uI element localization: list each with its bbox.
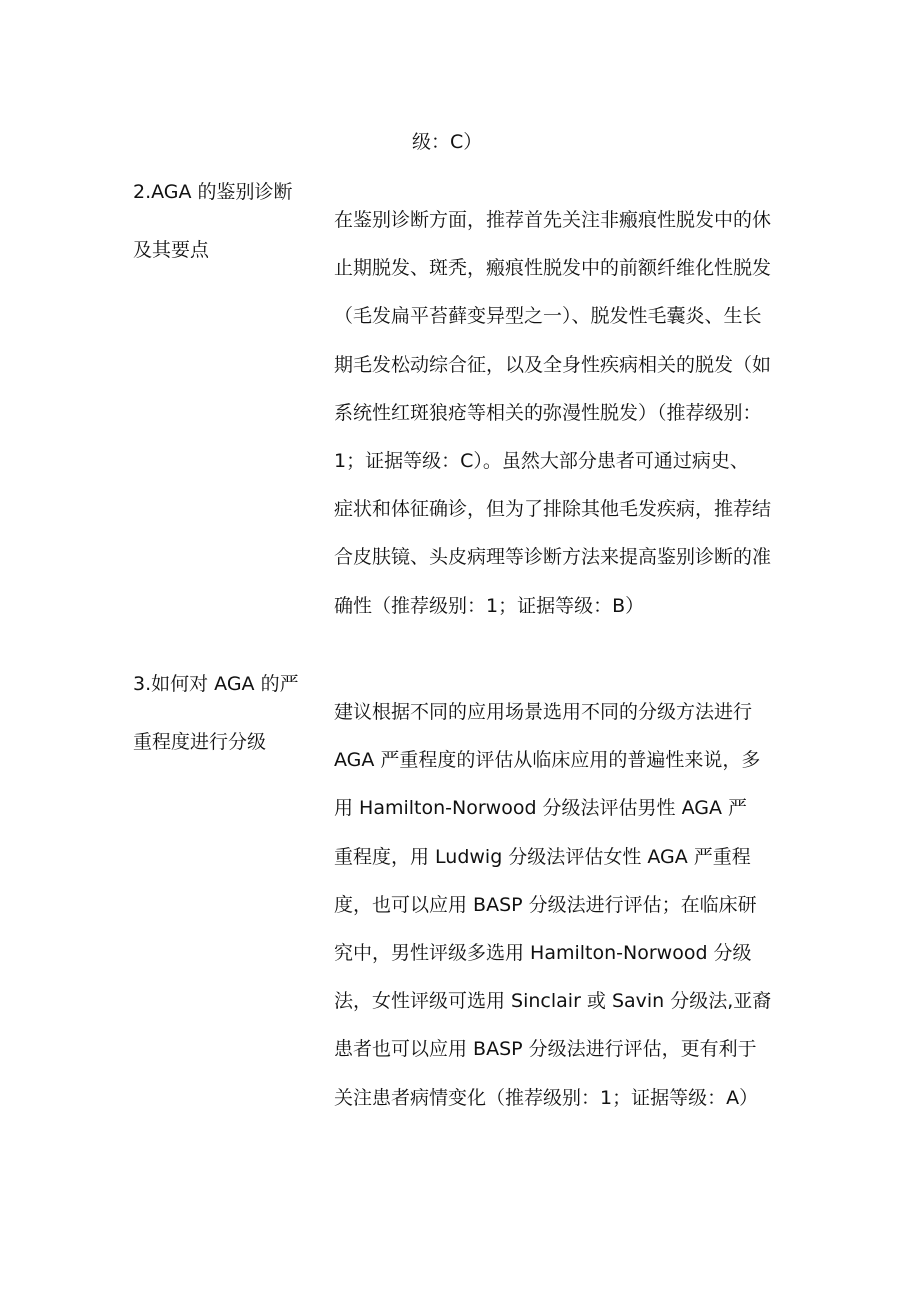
answer-line: 期毛发松动综合征，以及全身性疾病相关的脱发（如 — [334, 353, 772, 376]
continued-text-fragment: 级：C） — [412, 131, 483, 153]
answer-line: 患者也可以应用 BASP 分级法进行评估，更有利于 — [334, 1038, 757, 1061]
answer-line: 系统性红斑狼疮等相关的弥漫性脱发）（推荐级别： — [334, 401, 762, 424]
section-2-question — [133, 163, 308, 279]
answer-line: 合皮肤镜、头皮病理等诊断方法来提高鉴别诊断的准 — [334, 546, 772, 569]
answer-line: 1；证据等级：C）。虽然大部分患者可通过病史、 — [334, 450, 749, 473]
section-2-answer — [334, 196, 774, 630]
answer-line: 在鉴别诊断方面，推荐首先关注非瘢痕性脱发中的休 — [334, 209, 772, 231]
answer-line: 止期脱发、斑秃，瘢痕性脱发中的前额纤维化性脱发 — [334, 257, 772, 280]
answer-line: 法，女性评级可选用 Sinclair 或 Savin 分级法,亚裔 — [334, 990, 772, 1013]
question-line: 3.如何对 AGA 的严 — [133, 673, 299, 695]
answer-line: 建议根据不同的应用场景选用不同的分级方法进行 — [334, 701, 753, 723]
answer-line: 症状和体征确诊，但为了排除其他毛发疾病，推荐结 — [334, 498, 772, 521]
answer-line: 重程度，用 Ludwig 分级法评估女性 AGA 严重程 — [334, 845, 751, 868]
answer-line: 关注患者病情变化（推荐级别：1；证据等级：A） — [334, 1086, 759, 1109]
answer-line: AGA 严重程度的评估从临床应用的普遍性来说，多 — [334, 749, 761, 772]
answer-line: 用 Hamilton-Norwood 分级法评估男性 AGA 严 — [334, 797, 748, 820]
answer-line: （毛发扁平苔藓变异型之一）、脱发性毛囊炎、生长 — [334, 305, 762, 328]
answer-line: 确性（推荐级别：1；证据等级：B） — [334, 594, 645, 617]
answer-line: 究中，男性评级多选用 Hamilton-Norwood 分级 — [334, 942, 752, 965]
answer-line: 度，也可以应用 BASP 分级法进行评估；在临床研 — [334, 893, 757, 916]
question-line: 重程度进行分级 — [133, 731, 267, 753]
section-3-answer — [334, 688, 774, 1122]
question-line: 2.AGA 的鉴别诊断 — [133, 181, 293, 203]
section-3-question — [133, 655, 308, 771]
question-line: 及其要点 — [133, 239, 210, 261]
